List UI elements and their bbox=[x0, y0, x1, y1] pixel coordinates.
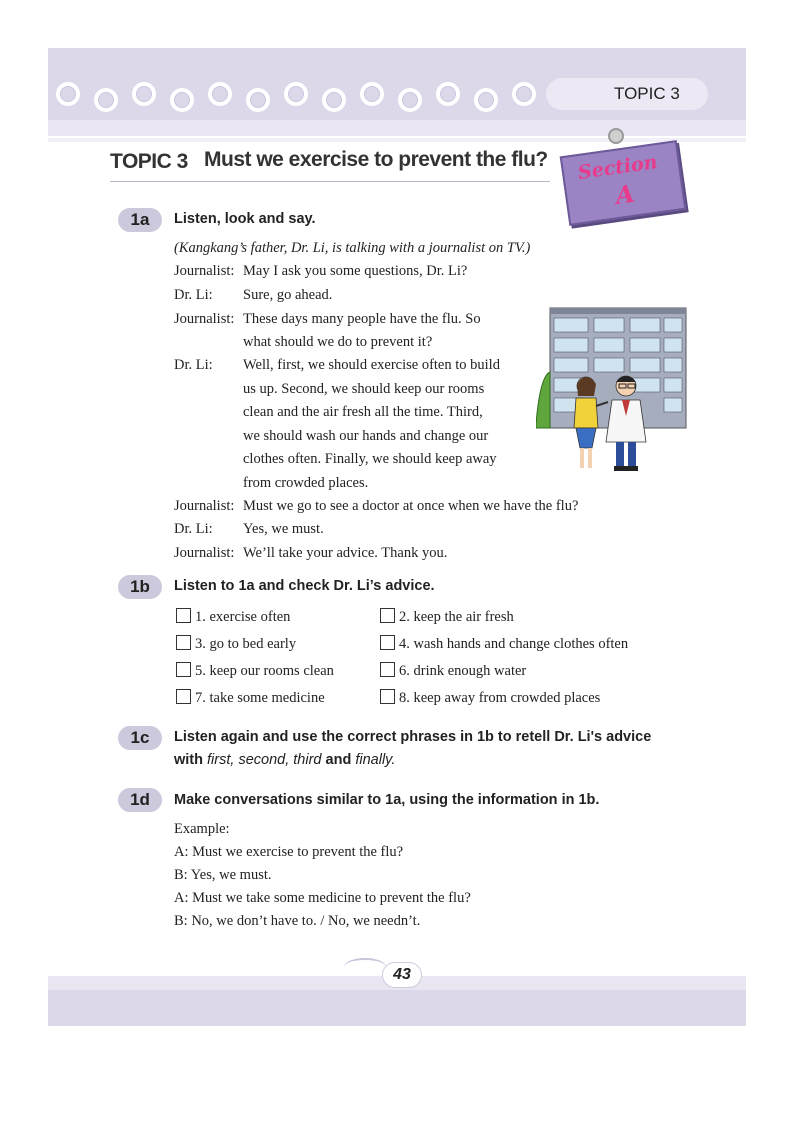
checklist-label: 8. keep away from crowded places bbox=[399, 690, 601, 706]
page-title bbox=[110, 148, 550, 182]
example-line: B: Yes, we must. bbox=[174, 867, 272, 883]
intro-1a: (Kangkang’s father, Dr. Li, is talking with a journalist on TV.) bbox=[174, 240, 531, 256]
ring-icon bbox=[436, 82, 460, 106]
title-text: Must we exercise to prevent the flu? bbox=[204, 148, 548, 171]
section-board bbox=[560, 140, 687, 226]
heading-1b: Listen to 1a and check Dr. Li’s advice. bbox=[174, 578, 435, 594]
checklist-label: 5. keep our rooms clean bbox=[195, 663, 334, 679]
pin-icon bbox=[608, 128, 624, 144]
speaker: Journalist: bbox=[174, 545, 235, 561]
checklist-item[interactable] bbox=[176, 608, 290, 626]
ring-icon bbox=[360, 82, 384, 106]
speech-line: from crowded places. bbox=[243, 475, 369, 491]
ring-icon bbox=[132, 82, 156, 106]
ring-icon bbox=[322, 88, 346, 112]
example-line: A: Must we take some medicine to prevent the flu? bbox=[174, 890, 471, 906]
hospital-interview-illustration bbox=[536, 306, 688, 478]
speech-line: Well, first, we should exercise often to build bbox=[243, 357, 500, 373]
heading-1a: Listen, look and say. bbox=[174, 211, 316, 227]
checklist-label: 7. take some medicine bbox=[195, 690, 325, 706]
section-sign bbox=[558, 128, 688, 228]
checkbox[interactable] bbox=[380, 689, 395, 704]
badge-1c: 1c bbox=[118, 726, 162, 750]
badge-1d: 1d bbox=[118, 788, 162, 812]
speaker: Dr. Li: bbox=[174, 521, 213, 537]
checkbox[interactable] bbox=[176, 689, 191, 704]
speech-line: These days many people have the flu. So bbox=[243, 311, 481, 327]
checklist-item[interactable] bbox=[380, 608, 514, 626]
checkbox[interactable] bbox=[176, 608, 191, 623]
ring-icon bbox=[208, 82, 232, 106]
example-line: A: Must we exercise to prevent the flu? bbox=[174, 844, 404, 860]
checklist-item[interactable] bbox=[176, 635, 296, 653]
checklist-item[interactable] bbox=[380, 662, 526, 680]
ring-icon bbox=[246, 88, 270, 112]
speaker: Journalist: bbox=[174, 498, 235, 514]
header-band bbox=[48, 48, 746, 136]
checkbox[interactable] bbox=[176, 635, 191, 650]
decorative-rings bbox=[48, 76, 548, 116]
ring-icon bbox=[94, 88, 118, 112]
checklist-item[interactable] bbox=[380, 689, 600, 707]
heading-1c-line2: with first, second, third and finally. bbox=[174, 752, 396, 768]
title-topic: TOPIC 3 bbox=[110, 150, 188, 173]
example-line: B: No, we don’t have to. / No, we needn’t. bbox=[174, 913, 421, 929]
heading-1d: Make conversations similar to 1a, using the information in 1b. bbox=[174, 792, 600, 808]
checkbox[interactable] bbox=[176, 662, 191, 677]
example-label: Example: bbox=[174, 821, 230, 837]
checkbox[interactable] bbox=[380, 635, 395, 650]
ring-icon bbox=[512, 82, 536, 106]
speech-line: clean and the air fresh all the time. Third, bbox=[243, 404, 483, 420]
ring-icon bbox=[474, 88, 498, 112]
section-letter: A bbox=[613, 178, 637, 210]
checklist-label: 2. keep the air fresh bbox=[399, 609, 514, 625]
checklist-label: 6. drink enough water bbox=[399, 663, 527, 679]
speech-line: Sure, go ahead. bbox=[243, 287, 333, 303]
speech-line: we should wash our hands and change our bbox=[243, 428, 489, 444]
checklist-label: 3. go to bed early bbox=[195, 636, 297, 652]
checklist-label: 1. exercise often bbox=[195, 609, 291, 625]
checkbox[interactable] bbox=[380, 608, 395, 623]
speech-line: what should we do to prevent it? bbox=[243, 334, 433, 350]
section-word: Section bbox=[576, 151, 659, 185]
ring-icon bbox=[284, 82, 308, 106]
checklist-item[interactable] bbox=[176, 689, 325, 707]
badge-1b: 1b bbox=[118, 575, 162, 599]
ring-icon bbox=[170, 88, 194, 112]
speech-line: We’ll take your advice. Thank you. bbox=[243, 545, 448, 561]
page-number: 43 bbox=[382, 962, 422, 988]
checklist-item[interactable] bbox=[380, 635, 628, 653]
badge-1a: 1a bbox=[118, 208, 162, 232]
speech-line: clothes often. Finally, we should keep away bbox=[243, 451, 497, 467]
speech-line: Must we go to see a doctor at once when we have the flu? bbox=[243, 498, 579, 514]
speech-line: Yes, we must. bbox=[243, 521, 324, 537]
speaker: Journalist: bbox=[174, 263, 235, 279]
checklist-item[interactable] bbox=[176, 662, 334, 680]
checkbox[interactable] bbox=[380, 662, 395, 677]
speaker: Journalist: bbox=[174, 311, 235, 327]
textbook-page bbox=[48, 48, 746, 1026]
swoosh-icon bbox=[344, 958, 386, 976]
ring-icon bbox=[56, 82, 80, 106]
speaker: Dr. Li: bbox=[174, 357, 213, 373]
heading-1c: Listen again and use the correct phrases in 1b to retell Dr. Li's advice bbox=[174, 729, 652, 745]
speech-line: May I ask you some questions, Dr. Li? bbox=[243, 263, 468, 279]
ring-icon bbox=[398, 88, 422, 112]
topic-tag: TOPIC 3 bbox=[546, 78, 708, 110]
speech-line: us up. Second, we should keep our rooms bbox=[243, 381, 485, 397]
checklist-label: 4. wash hands and change clothes often bbox=[399, 636, 629, 652]
speaker: Dr. Li: bbox=[174, 287, 213, 303]
